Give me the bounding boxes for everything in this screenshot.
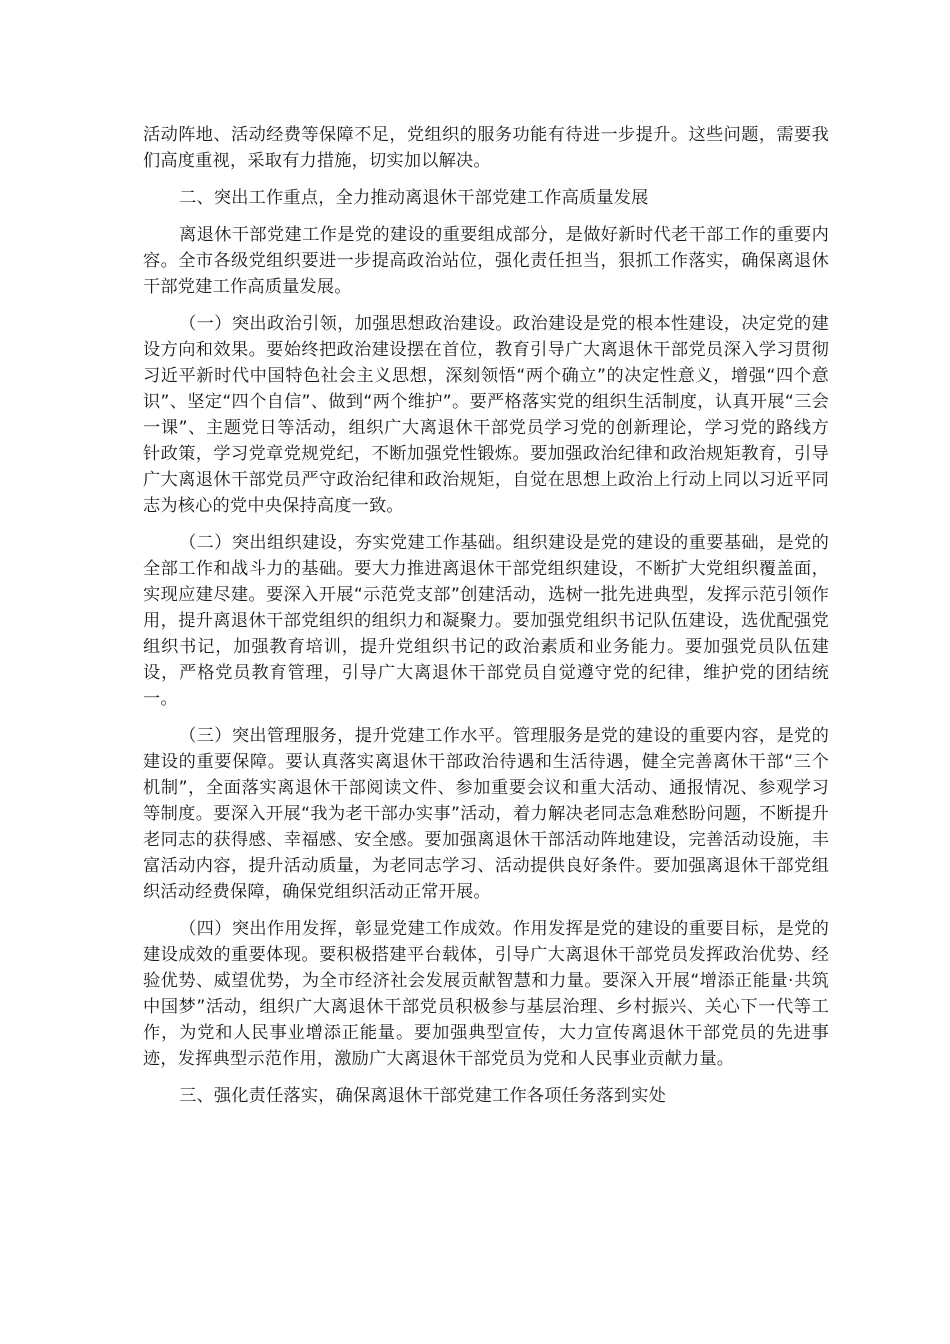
paragraph-role-play: （四）突出作用发挥，彰显党建工作成效。作用发挥是党的建设的重要目标，是党的建设成效的重要体现。要积极搭建平台载体，引导广大离退休干部党员发挥政治优势、经验优势、威望优势，为全市经济社会发展贡献智慧和力量。要深入开展“增添正能量·共筑中国梦”活动，组织广大离退休干部党员积极参与基层治理、乡村振兴、关心下一代等工作，为党和人民事业增添正能量。要加强典型宣传，大力宣传离退休干部党员的先进事迹，发挥典型示范作用，激励广大离退休干部党员为党和人民事业贡献力量。: [143, 919, 829, 1069]
paragraph-organization-building: （二）突出组织建设，夯实党建工作基础。组织建设是党的建设的重要基础，是党的全部工作和战斗力的基础。要大力推进离退休干部党组织建设，不断扩大党组织覆盖面，实现应建尽建。要深入开展“示范党支部”创建活动，选树一批先进典型，发挥示范引领作用，提升离退休干部党组织的组织力和凝聚力。要加强党组织书记队伍建设，选优配强党组织书记，加强教育培训，提升党组织书记的政治素质和业务能力。要加强党员队伍建设，严格党员教育管理，引导广大离退休干部党员自觉遵守党的纪律，维护党的团结统一。: [143, 533, 829, 709]
paragraph-continuation: 活动阵地、活动经费等保障不足，党组织的服务功能有待进一步提升。这些问题，需要我们高度重视，采取有力措施，切实加以解决。: [143, 125, 829, 171]
paragraph-management-service: （三）突出管理服务，提升党建工作水平。管理服务是党的建设的重要内容，是党的建设的重要保障。要认真落实离退休干部政治待遇和生活待遇，健全完善离休干部“三个机制”，全面落实离退休干部阅读文件、参加重要会议和重大活动、通报情况、参观学习等制度。要深入开展“我为老干部办实事”活动，着力解决老同志急难愁盼问题，不断提升老同志的获得感、幸福感、安全感。要加强离退休干部活动阵地建设，完善活动设施，丰富活动内容，提升活动质量，为老同志学习、活动提供良好条件。要加强离退休干部党组织活动经费保障，确保党组织活动正常开展。: [143, 726, 829, 902]
paragraph-intro: 离退休干部党建工作是党的建设的重要组成部分，是做好新时代老干部工作的重要内容。全市各级党组织要进一步提高政治站位，强化责任担当，狠抓工作落实，确保离退休干部党建工作高质量发展。: [143, 225, 829, 297]
section-heading-3: 三、强化责任落实，确保离退休干部党建工作各项任务落到实处: [179, 1086, 666, 1106]
section-heading-2: 二、突出工作重点，全力推动离退休干部党建工作高质量发展: [179, 188, 649, 208]
document-body: [143, 122, 829, 1120]
paragraph-political-guidance: （一）突出政治引领，加强思想政治建设。政治建设是党的根本性建设，决定党的建设方向和效果。要始终把政治建设摆在首位，教育引导广大离退休干部党员深入学习贯彻习近平新时代中国特色社会主义思想，深刻领悟“两个确立”的决定性意义，增强“四个意识”、坚定“四个自信”、做到“两个维护”。要严格落实党的组织生活制度，认真开展“三会一课”、主题党日等活动，组织广大离退休干部党员学习党的创新理论，学习党的路线方针政策，学习党章党规党纪，不断加强党性锻炼。要加强政治纪律和政治规矩教育，引导广大离退休干部党员严守政治纪律和政治规矩，自觉在思想上政治上行动上同以习近平同志为核心的党中央保持高度一致。: [143, 314, 829, 516]
